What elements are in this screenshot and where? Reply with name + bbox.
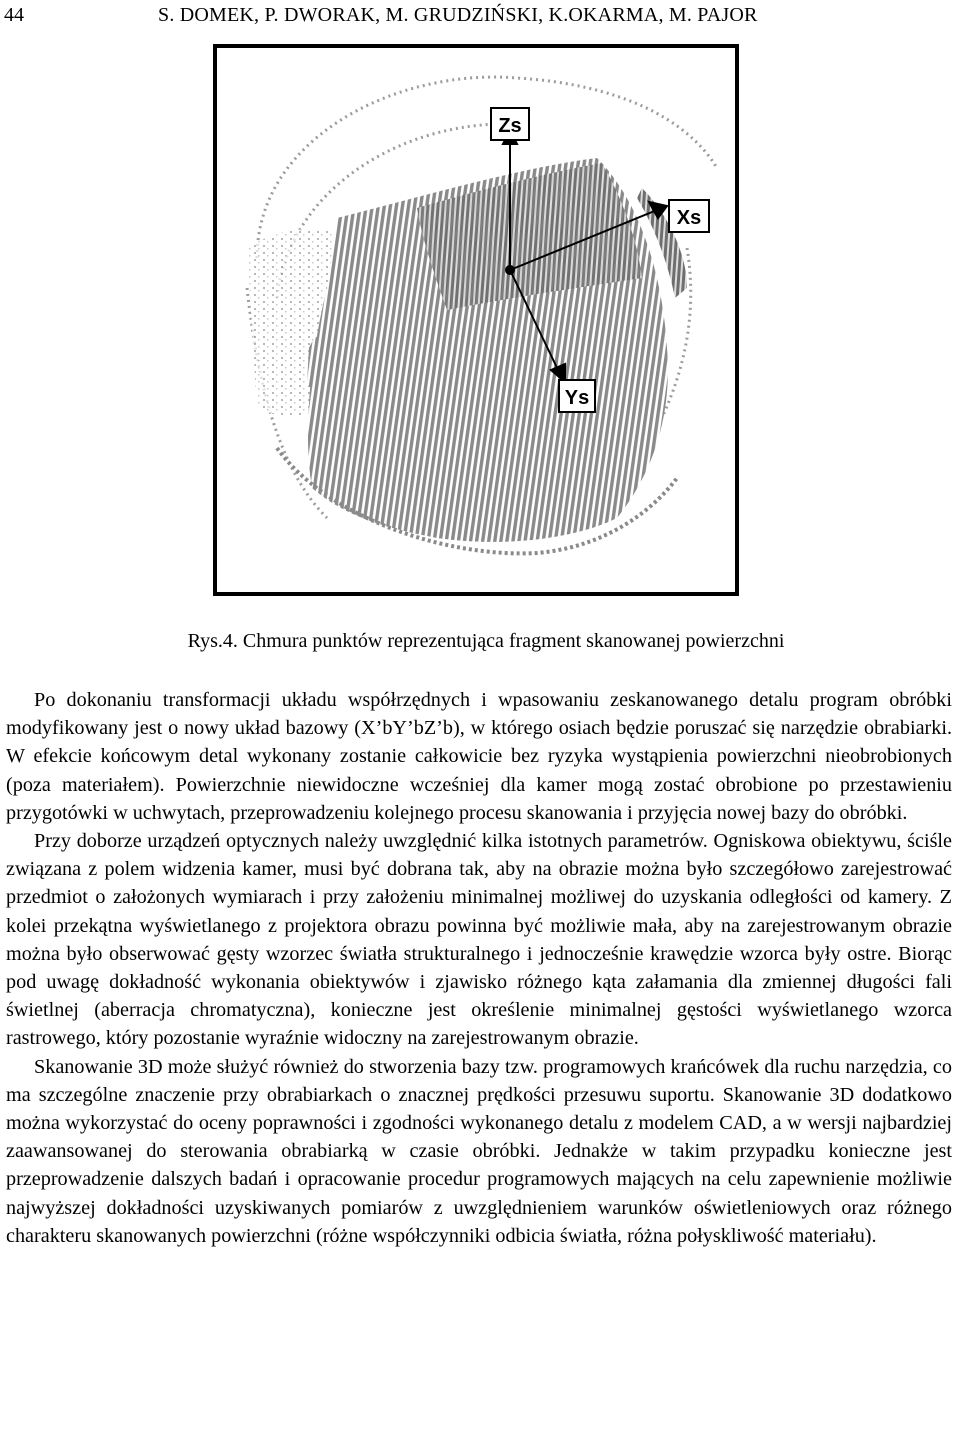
page-header bbox=[0, 0, 960, 36]
paragraph: Skanowanie 3D może służyć również do stworzenia bazy tzw. programowych krańcówek dla ruchu narzędzia, co ma szczególne znaczenie przy obrabiarkach o znacznej prędkości przesuwu suportu. Skanowanie 3D dodatkowo można wykorzystać do oceny poprawności i zgodności wykonanego detalu z modelem CAD, a w wersji najbardziej zaawansowanej do sterowania obrabiarką w czasie obróbki. Jednakże w takim przypadku konieczne jest przeprowadzenie dalszych badań i opracowanie procedur programowych mających na celu zapewnienie możliwie najwyższej dokładności uzyskiwanych pomiarów z uwzględnieniem warunków oświetleniowych oraz różnego charakteru skanowanych powierzchni (różne współczynniki odbicia światła, różna połyskliwość materiału). bbox=[6, 1055, 952, 1247]
point-cloud-figure bbox=[213, 44, 739, 596]
axis-label-z bbox=[491, 108, 529, 140]
axis-label-x bbox=[669, 200, 709, 232]
fragment-left bbox=[307, 333, 342, 395]
svg-text:Zs: Zs bbox=[498, 115, 522, 137]
svg-text:Ys: Ys bbox=[564, 387, 590, 409]
paragraph: Po dokonaniu transformacji układu współrzędnych i wpasowaniu zeskanowanego detalu program obróbki modyfikowany jest o nowy układ bazowy (X’bY’bZ’b), w którego osiach będzie poruszać się narzędzie obrabiarki. W efekcie końcowym detal wykonany zostanie całkowicie bez ryzyka wystąpienia powierzchni nieobrobionych (poza materiałem). Powierzchnie niewidoczne wcześniej dla kamer mogą zostać obrobione po przestawieniu przygotówki w uchwytach, przeprowadzeniu kolejnego procesu skanowania i przyjęcia nowej bazy do obróbki. bbox=[6, 689, 952, 824]
axis-label-y bbox=[559, 380, 595, 412]
body-text bbox=[6, 686, 952, 1250]
running-head-authors: S. DOMEK, P. DWORAK, M. GRUDZIŃSKI, K.OKARMA, M. PAJOR bbox=[158, 4, 758, 26]
figure-caption: Rys.4. Chmura punktów reprezentująca fragment skanowanej powierzchni bbox=[187, 630, 785, 652]
point-cloud-image bbox=[217, 48, 735, 592]
svg-text:Xs: Xs bbox=[676, 207, 702, 229]
paragraph: Przy doborze urządzeń optycznych należy uwzględnić kilka istotnych parametrów. Ogniskowa obiektywu, ściśle związana z polem widzenia kamer, musi być dobrana tak, aby na obrazie można było szczegółowo zarejestrować przedmiot o założonych wymiarach i przy założeniu minimalnej możliwej do uzyskania odległości od kamery. Z kolei przekątna wyświetlanego z projektora obrazu powinna być możliwie mała, aby na zarejestrowanym obrazie można było obserwować gęsty wzorzec światła strukturalnego i jednocześnie krawędzie wzorca były ostre. Biorąc pod uwagę dokładność wykonania obiektywów i zjawisko różnego kąta załamania dla zmiennej długości fali świetlnej (aberracja chromatyczna), konieczne jest określenie minimalnej gęstości wyświetlanego wzorca rastrowego, który pozostanie wyraźnie widoczny na zarejestrowanym obrazie. bbox=[6, 830, 952, 1050]
page-number: 44 bbox=[4, 4, 24, 26]
